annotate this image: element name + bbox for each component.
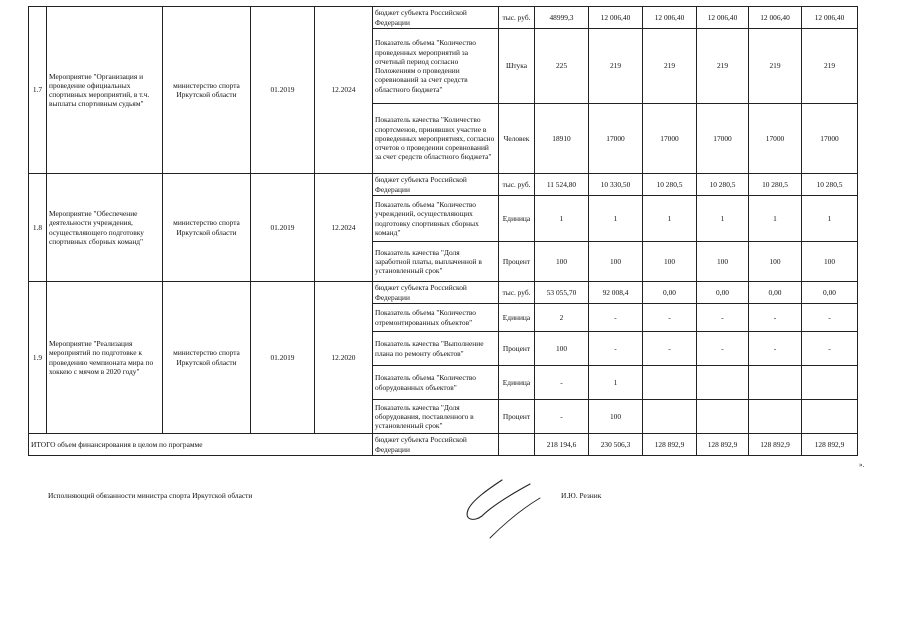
value-cell: - — [535, 400, 589, 434]
signer-name: И.Ю. Резник — [561, 491, 602, 500]
value-cell: - — [643, 332, 697, 366]
table-row — [29, 7, 858, 29]
value-cell — [802, 400, 858, 434]
indicator-label: Показатель объема "Количество учреждений, осуществляющих подготовку спортивных сборных команд" — [373, 196, 499, 242]
total-value: 128 892,9 — [697, 434, 749, 456]
value-cell: 17000 — [749, 104, 802, 174]
unit: тыс. руб. — [499, 7, 535, 29]
closing-quote-mark: ». — [859, 461, 865, 469]
total-row — [29, 434, 858, 456]
unit: Процент — [499, 400, 535, 434]
value-cell: 12 006,40 — [589, 7, 643, 29]
value-cell: 17000 — [589, 104, 643, 174]
value-cell: 10 330,50 — [589, 174, 643, 196]
value-cell: 17000 — [802, 104, 858, 174]
value-cell: 100 — [535, 332, 589, 366]
unit: Единица — [499, 304, 535, 332]
value-cell: 0,00 — [697, 282, 749, 304]
value-cell: 17000 — [643, 104, 697, 174]
value-cell — [697, 366, 749, 400]
value-cell: 12 006,40 — [749, 7, 802, 29]
row-number: 1.8 — [29, 174, 47, 282]
activity-name: Мероприятие "Реализация мероприятий по подготовке к проведению чемпионата мира по хоккею с мячом в 2020 году" — [47, 282, 163, 434]
indicator-label: Показатель качества "Количество спортсменов, принявших участие в проведенных мероприятиях, согласно отчетов о проведении соревнований за счет средств областного бюджета" — [373, 104, 499, 174]
value-cell: - — [697, 304, 749, 332]
value-cell: - — [535, 366, 589, 400]
value-cell: 10 280,5 — [749, 174, 802, 196]
row-number: 1.9 — [29, 282, 47, 434]
value-cell: 0,00 — [802, 282, 858, 304]
end-date: 12.2020 — [315, 282, 373, 434]
value-cell: 1 — [697, 196, 749, 242]
value-cell: 219 — [643, 29, 697, 104]
indicator-label: Показатель качества "Доля оборудования, поставленного в установленный срок" — [373, 400, 499, 434]
value-cell: 100 — [589, 400, 643, 434]
unit: тыс. руб. — [499, 282, 535, 304]
activity-name: Мероприятие "Организация и проведение официальных спортивных мероприятий, в т.ч. выплаты спортивным судьям" — [47, 7, 163, 174]
indicator-label: Показатель качества "Доля заработной платы, выплаченной в установленный срок" — [373, 242, 499, 282]
unit: Процент — [499, 332, 535, 366]
unit: Человек — [499, 104, 535, 174]
value-cell: 1 — [589, 366, 643, 400]
value-cell: - — [749, 332, 802, 366]
value-cell: 1 — [589, 196, 643, 242]
value-cell: 1 — [802, 196, 858, 242]
value-cell: 219 — [802, 29, 858, 104]
value-cell: - — [589, 332, 643, 366]
value-cell: - — [749, 304, 802, 332]
value-cell: 100 — [802, 242, 858, 282]
value-cell — [643, 366, 697, 400]
value-cell — [643, 400, 697, 434]
value-cell: 100 — [697, 242, 749, 282]
total-value: 128 892,9 — [643, 434, 697, 456]
value-cell — [749, 400, 802, 434]
indicator-label: бюджет субъекта Российской Федерации — [373, 282, 499, 304]
value-cell: 48999,3 — [535, 7, 589, 29]
start-date: 01.2019 — [251, 7, 315, 174]
total-unit — [499, 434, 535, 456]
value-cell: 100 — [535, 242, 589, 282]
value-cell: 219 — [589, 29, 643, 104]
value-cell: - — [802, 304, 858, 332]
value-cell: 0,00 — [643, 282, 697, 304]
value-cell — [802, 366, 858, 400]
start-date: 01.2019 — [251, 282, 315, 434]
end-date: 12.2024 — [315, 7, 373, 174]
value-cell — [749, 366, 802, 400]
value-cell: 2 — [535, 304, 589, 332]
executor: министерство спорта Иркутской области — [163, 174, 251, 282]
signatory-position: Исполняющий обязанности министра спорта Иркутской области — [48, 491, 253, 500]
total-value: 128 892,9 — [749, 434, 802, 456]
value-cell: 10 280,5 — [802, 174, 858, 196]
value-cell: 225 — [535, 29, 589, 104]
indicator-label: Показатель объема "Количество оборудованных объектов" — [373, 366, 499, 400]
indicator-label: Показатель объема "Количество отремонтированных объектов" — [373, 304, 499, 332]
value-cell: 18910 — [535, 104, 589, 174]
unit: Штука — [499, 29, 535, 104]
value-cell: 10 280,5 — [643, 174, 697, 196]
indicator-label: Показатель объема "Количество проведенных мероприятий за отчетный период согласно Положениям о проведении соревнований за счет средств областного бюджета" — [373, 29, 499, 104]
value-cell: 53 055,70 — [535, 282, 589, 304]
value-cell: 0,00 — [749, 282, 802, 304]
value-cell — [697, 400, 749, 434]
end-date: 12.2024 — [315, 174, 373, 282]
total-value: 218 194,6 — [535, 434, 589, 456]
total-label: ИТОГО объем финансирования в целом по программе — [29, 434, 373, 456]
value-cell: 12 006,40 — [697, 7, 749, 29]
indicator-label: Показатель качества "Выполнение плана по ремонту объектов" — [373, 332, 499, 366]
total-value: 230 506,3 — [589, 434, 643, 456]
row-number: 1.7 — [29, 7, 47, 174]
unit: Единица — [499, 196, 535, 242]
value-cell: - — [643, 304, 697, 332]
value-cell: 1 — [535, 196, 589, 242]
value-cell: 1 — [749, 196, 802, 242]
unit: тыс. руб. — [499, 174, 535, 196]
handwritten-signature — [460, 478, 570, 548]
value-cell: - — [589, 304, 643, 332]
value-cell: 100 — [643, 242, 697, 282]
table-row — [29, 174, 858, 196]
value-cell: 10 280,5 — [697, 174, 749, 196]
value-cell: 92 008,4 — [589, 282, 643, 304]
value-cell: 219 — [749, 29, 802, 104]
value-cell: 17000 — [697, 104, 749, 174]
value-cell: 219 — [697, 29, 749, 104]
value-cell: 100 — [749, 242, 802, 282]
value-cell: - — [802, 332, 858, 366]
unit: Процент — [499, 242, 535, 282]
value-cell: 12 006,40 — [643, 7, 697, 29]
value-cell: 11 524,80 — [535, 174, 589, 196]
executor: министерство спорта Иркутской области — [163, 7, 251, 174]
value-cell: 100 — [589, 242, 643, 282]
total-source: бюджет субъекта Российской Федерации — [373, 434, 499, 456]
table-row — [29, 282, 858, 304]
total-value: 128 892,9 — [802, 434, 858, 456]
indicator-label: бюджет субъекта Российской Федерации — [373, 7, 499, 29]
executor: министерство спорта Иркутской области — [163, 282, 251, 434]
program-table — [28, 6, 858, 456]
value-cell: 12 006,40 — [802, 7, 858, 29]
activity-name: Мероприятие "Обеспечение деятельности учреждения, осуществляющего подготовку спортивных сборных команд" — [47, 174, 163, 282]
value-cell: - — [697, 332, 749, 366]
value-cell: 1 — [643, 196, 697, 242]
indicator-label: бюджет субъекта Российской Федерации — [373, 174, 499, 196]
unit: Единица — [499, 366, 535, 400]
start-date: 01.2019 — [251, 174, 315, 282]
